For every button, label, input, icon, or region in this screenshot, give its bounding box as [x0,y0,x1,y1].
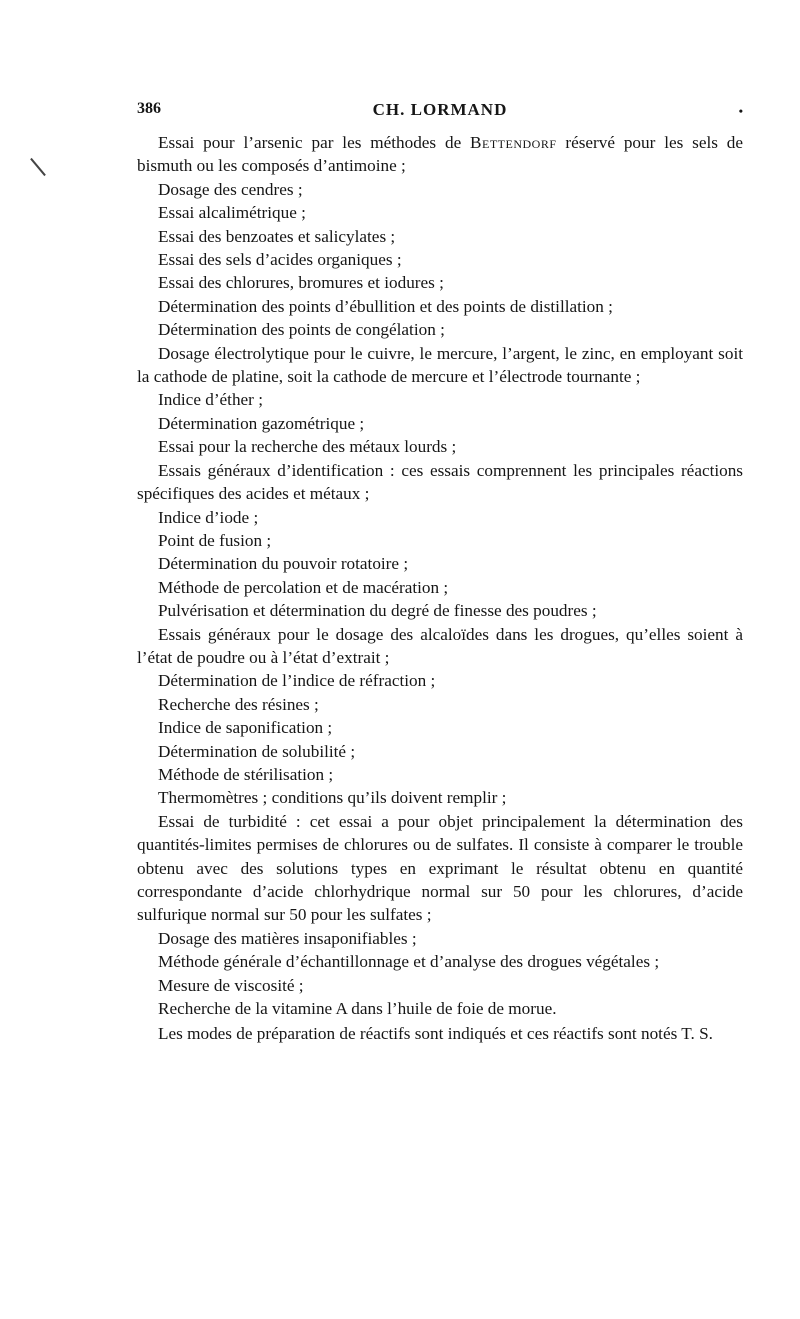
list-entry: Détermination gazométrique ; [158,413,365,433]
list-entry: Essai des sels d’acides organiques ; [158,250,402,270]
list-entry: Indice de saponification ; [158,718,333,738]
list-entry: Méthode générale d’échantillonnage et d’analyse des drogues végétales ; [158,952,660,972]
list-entry: Pulvérisation et détermination du degré de finesse des poudres ; [158,601,597,621]
running-head [137,100,743,124]
list-entry: Essai de turbidité : cet essai a pour objet principalement la détermination des quantités-limites permises de chlorures ou de sulfates. Il consiste à comparer le trouble obtenu avec des solutions types en exprimant le résultat obtenu en quantité correspondante d’acide chlorhydrique normal sur 50 pour les chlorures, d’acide sulfurique normal sur 50 pour les sulfates ; [137,811,743,925]
list-entry-arsenic [137,131,743,178]
running-title: CH. LORMAND [372,100,508,119]
header-dot-mark: • [738,104,743,118]
list-entry: Détermination des points d’ébullition et des points de distillation ; [158,296,613,316]
list-entry: Détermination de l’indice de réfraction ; [158,671,436,691]
list-entry: Mesure de viscosité ; [158,975,304,995]
list-entry: Détermination du pouvoir rotatoire ; [158,554,409,574]
author-name: Bettendorf [470,133,557,152]
list-entry: Indice d’iode ; [158,507,259,527]
list-entry: Méthode de stérilisation ; [158,764,334,784]
list-entry: Essais généraux pour le dosage des alcaloïdes dans les drogues, qu’elles soient à l’état de poudre ou à l’état d’extrait ; [137,624,743,667]
page-number: 386 [137,100,161,117]
list-entry: Thermomètres ; conditions qu’ils doivent remplir ; [158,788,507,808]
list-entry: Indice d’éther ; [158,390,263,410]
list-entry: Méthode de percolation et de macération ; [158,577,449,597]
margin-pencil-mark [30,158,46,176]
list-entry: Dosage des matières insaponifiables ; [158,928,417,948]
list-entry: Point de fusion ; [158,530,272,550]
list-entry: Essai des chlorures, bromures et iodures ; [158,273,444,293]
list-entry: Dosage des cendres ; [158,179,303,199]
list-entry: Recherche de la vitamine A dans l’huile de foie de morue. [158,999,557,1019]
entry-text-before: Essai pour l’arsenic par les méthodes de [158,133,471,152]
list-entry: Détermination de solubilité ; [158,741,356,761]
text-body [137,131,743,1046]
list-entry: Essai pour la recherche des métaux lourds ; [158,437,457,457]
list-entry: Essais généraux d’identification : ces essais comprennent les principales réactions spécifiques des acides et métaux ; [137,460,743,504]
closing-paragraph: Les modes de préparation de réactifs sont indiqués et ces réactifs sont notés T. S. [158,1024,713,1044]
list-entry: Dosage électrolytique pour le cuivre, le mercure, l’argent, le zinc, en employant soit la cathode de platine, soit la cathode de mercure et l’électrode tournante ; [137,343,743,387]
method-list [137,178,743,1021]
list-entry: Essai des benzoates et salicylates ; [158,226,396,246]
list-entry: Détermination des points de congélation ; [158,320,445,340]
list-entry: Recherche des résines ; [158,694,319,714]
list-entry: Essai alcalimétrique ; [158,203,306,223]
entry-text-after: réservé pour les sels de bismuth ou les composés d’antimoine ; [137,133,743,176]
